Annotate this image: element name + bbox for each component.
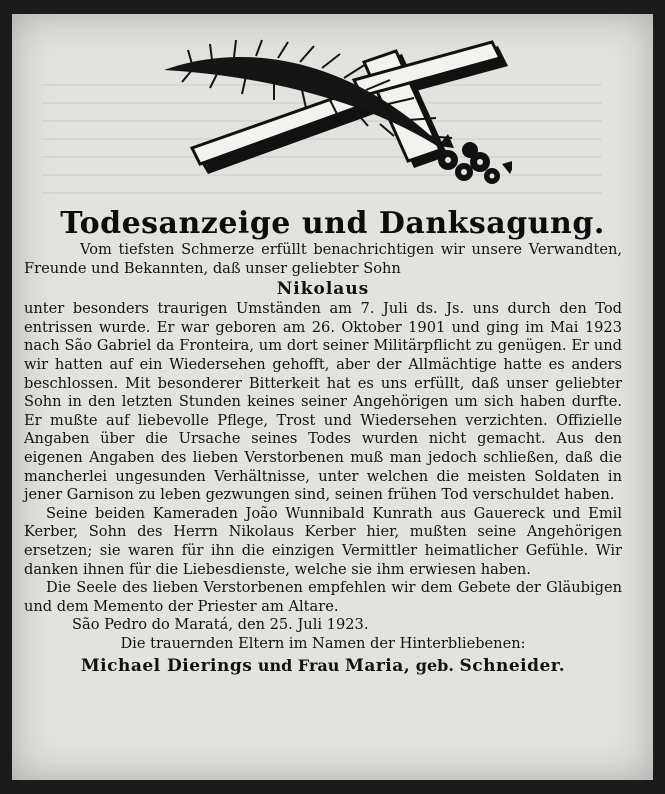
notice-title: Todesanzeige und Danksagung. xyxy=(60,206,605,241)
place-and-date: São Pedro do Maratá, den 25. Juli 1923. xyxy=(72,616,369,634)
signature-mother: Maria, xyxy=(345,656,411,677)
signature-father: Michael Dierings xyxy=(80,656,253,677)
paragraph-comrades: Seine beiden Kameraden João Wunnibald Kunrath aus Gauereck und Emil Kerber, Sohn des Herrn Nikolaus Kerber hier, mußten seine Angehörigen ersetzen; sie waren für ihn die einzigen Vermittler heimatlicher Gefühle. Wir danken ihnen für die Liebesdienste, welche sie ihm erwiesen haben. xyxy=(24,504,622,578)
signature-frau: Frau xyxy=(297,656,340,676)
signature-maiden-name: Schneider. xyxy=(459,656,566,677)
deceased-name: Nikolaus xyxy=(276,279,370,300)
notice-body xyxy=(24,241,622,676)
cross-and-palm-icon xyxy=(152,36,512,216)
signature-und: und xyxy=(257,656,293,676)
signature-geb: geb. xyxy=(415,656,454,676)
intro-paragraph: Vom tiefsten Schmerze erfüllt benachrichtigen wir unsere Verwandten, Freunde und Bekannten, daß unser geliebter Sohn xyxy=(24,241,622,277)
paragraph-prayer: Die Seele des lieben Verstorbenen empfehlen wir dem Gebete der Gläubigen und dem Memento der Priester am Altare. xyxy=(24,579,622,615)
signature-line xyxy=(24,657,622,676)
paragraph-circumstances: unter besonders traurigen Umständen am 7. Juli ds. Js. uns durch den Tod entrissen wurde. Er war geboren am 26. Oktober 1901 und ging im Mai 1923 nach São Gabriel da Fronteira, um dort seiner Militärpflicht zu genügen. Er und wir hatten auf ein Wiedersehen gehofft, aber der Allmächtige hatte es anders beschlossen. Mit besonderer Bitterkeit hat es uns erfüllt, daß unser geliebter Sohn in den letzten Stunden keines seiner Angehörigen um sich haben durfte. Er mußte auf liebevolle Pflege, Trost und Wiedersehen verzichten. Offizielle Angaben über die Ursache seines Todes wurden nicht gemacht. Aus den eigenen Angaben des lieben Verstorbenen muß man jedoch schließen, daß die mancherlei ungesunden Verhältnisse, unter welchen die meisten Soldaten in jener Garnison zu leben gezwungen sind, seinen frühen Tod verschuldet haben. xyxy=(24,300,622,504)
closing-line: Die trauernden Eltern im Namen der Hinterbliebenen: xyxy=(120,634,526,652)
